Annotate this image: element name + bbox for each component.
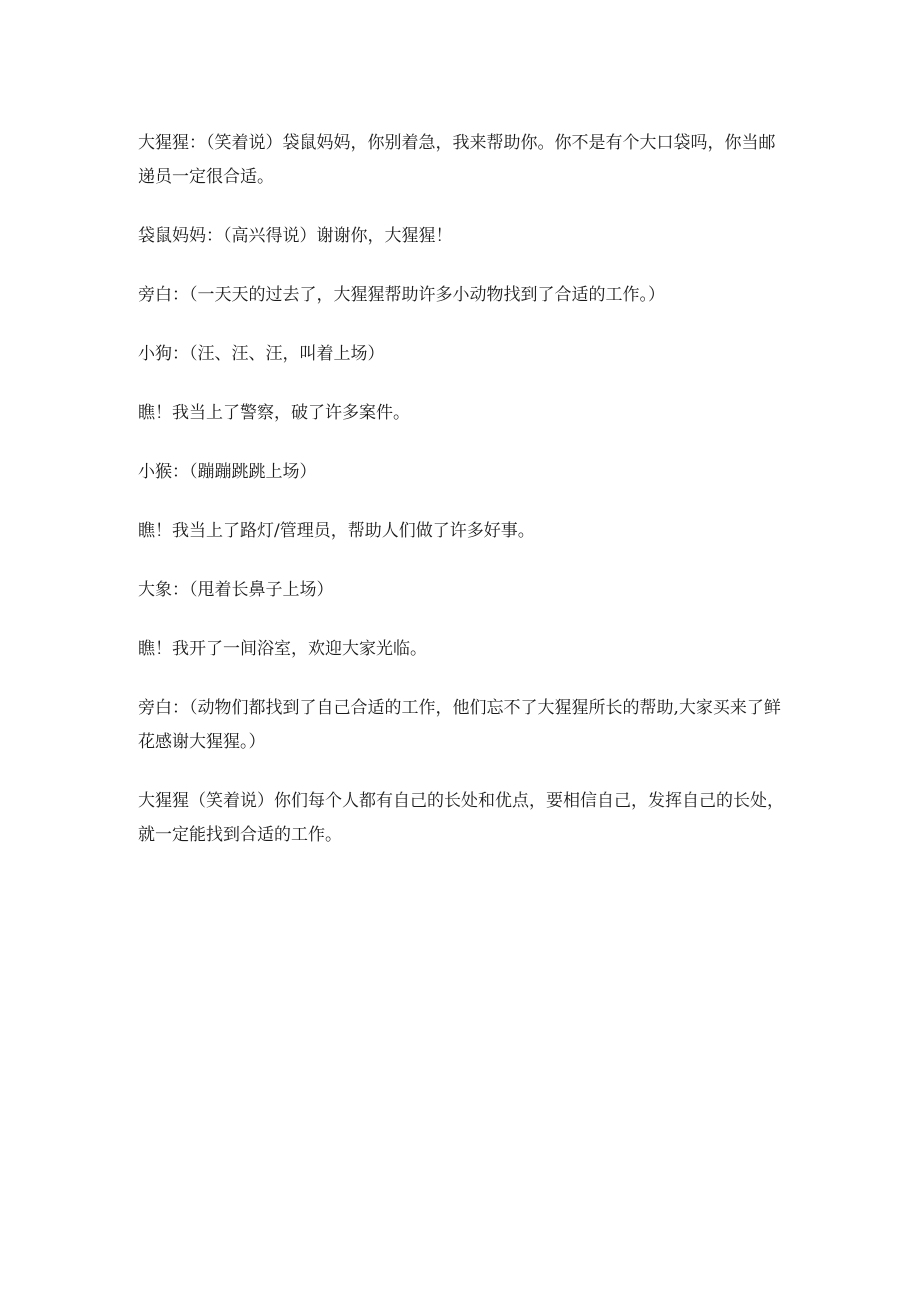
paragraph: 大猩猩（笑着说）你们每个人都有自己的长处和优点，要相信自己，发挥自己的长处，就一定能找到合适的工作。 xyxy=(138,791,784,845)
paragraph: 大象：（甩着长鼻子上场） xyxy=(138,580,334,600)
paragraph: 瞧！我开了一间浴室，欢迎大家光临。 xyxy=(138,639,427,659)
paragraph: 瞧！我当上了警察，破了许多案件。 xyxy=(138,403,410,423)
paragraph: 旁白：（一天天的过去了，大猩猩帮助许多小动物找到了合适的工作。） xyxy=(138,285,665,305)
paragraph: 大猩猩：（笑着说）袋鼠妈妈，你别着急，我来帮助你。你不是有个大口袋吗，你当邮递员一定很合适。 xyxy=(138,133,776,187)
paragraph: 旁白：（动物们都找到了自己合适的工作，他们忘不了大猩猩所长的帮助,大家买来了鲜花感谢大猩猩。） xyxy=(138,698,781,752)
document-body xyxy=(138,126,788,877)
paragraph: 瞧！我当上了路灯/管理员，帮助人们做了许多好事。 xyxy=(138,521,535,541)
paragraph: 小狗：（汪、汪、汪，叫着上场） xyxy=(138,344,385,364)
paragraph: 袋鼠妈妈：（高兴得说）谢谢你，大猩猩！ xyxy=(138,226,453,246)
paragraph: 小猴：（蹦蹦跳跳上场） xyxy=(138,462,317,482)
